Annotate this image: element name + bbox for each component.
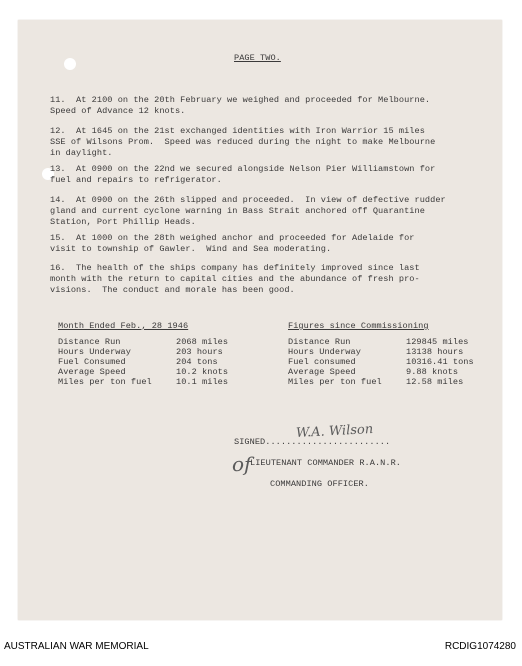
month-row-label: Average Speed [58,367,126,377]
handwritten-signature: W.A. Wilson [295,421,374,442]
month-table-heading: Month Ended Feb., 28 1946 [58,321,189,331]
month-row-label: Fuel Consumed [58,357,126,367]
month-row-label: Miles per ton fuel [58,377,152,387]
paragraph-14-line-1: 14. At 0900 on the 26th slipped and proceeded. In view of defective rudder [50,195,446,205]
month-row-label: Hours Underway [58,347,131,357]
commission-row-label: Hours Underway [288,347,361,357]
paragraph-15-line-2: visit to township of Gawler. Wind and Sea moderating. [50,244,332,254]
paragraph-12-line-3: in daylight. [50,148,113,158]
institution-label: AUSTRALIAN WAR MEMORIAL [4,641,149,652]
paragraph-13-line-1: 13. At 0900 on the 22nd we secured alongside Nelson Pier Williamstown for [50,164,436,174]
month-row-value: 203 hours [176,347,223,357]
paragraph-16-line-3: visions. The conduct and morale has been good. [50,285,295,295]
handwritten-prefix: of [232,452,252,476]
commission-row-label: Distance Run [288,337,351,347]
commission-row-value: 13138 hours [406,347,464,357]
paragraph-11-line-2: Speed of Advance 12 knots. [50,106,186,116]
record-id: RCDIG1074280 [444,641,516,652]
paragraph-12-line-2: SSE of Wilsons Prom. Speed was reduced during the night to make Melbourne [50,137,436,147]
title-line: COMMANDING OFFICER. [270,479,369,489]
commission-row-value: 9.88 knots [406,367,459,377]
month-row-value: 204 tons [176,357,218,367]
paragraph-14-line-2: gland and current cyclone warning in Bass Strait anchored off Quarantine [50,206,425,216]
paragraph-14-line-3: Station, Port Phillip Heads. [50,217,196,227]
paragraph-11-line-1: 11. At 2100 on the 20th February we weighed and proceeded for Melbourne. [50,95,431,105]
page-heading: PAGE TWO. [234,53,281,63]
commission-row-label: Fuel consumed [288,357,356,367]
month-row-value: 10.1 miles [176,377,229,387]
punch-hole-top [64,58,76,70]
month-row-label: Distance Run [58,337,121,347]
paragraph-15-line-1: 15. At 1000 on the 28th weighed anchor and proceeded for Adelaide for [50,233,415,243]
paragraph-16-line-1: 16. The health of the ships company has definitely improved since last [50,263,420,273]
rank-line: LIEUTENANT COMMANDER R.A.N.R. [250,458,402,468]
month-row-value: 2068 miles [176,337,229,347]
paragraph-13-line-2: fuel and repairs to refrigerator. [50,175,222,185]
month-row-value: 10.2 knots [176,367,229,377]
signed-label: SIGNED........................ [234,437,391,447]
commission-row-value: 12.58 miles [406,377,464,387]
commission-row-value: 10316.41 tons [406,357,474,367]
commission-row-label: Average Speed [288,367,356,377]
commission-table-heading: Figures since Commissioning [288,321,429,331]
commission-row-label: Miles per ton fuel [288,377,382,387]
commission-row-value: 129845 miles [406,337,469,347]
paragraph-16-line-2: month with the return to capital cities and the abundance of fresh pro- [50,274,420,284]
paragraph-12-line-1: 12. At 1645 on the 21st exchanged identities with Iron Warrior 15 miles [50,126,425,136]
